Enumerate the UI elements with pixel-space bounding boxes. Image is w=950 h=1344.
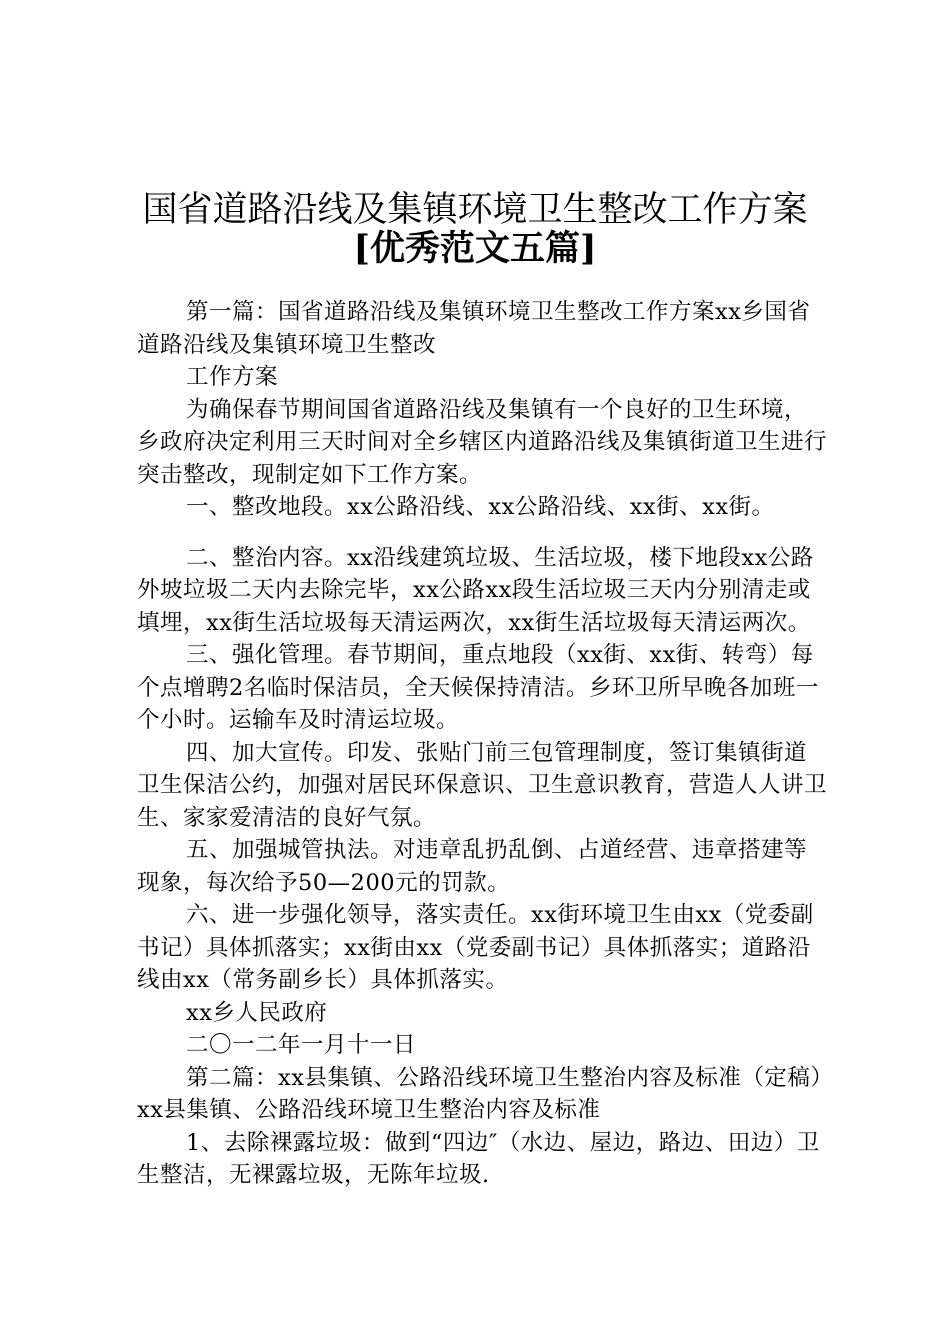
paragraph: 五、加强城管执法。对违章乱扔乱倒、占道经营、违章搭建等现象，每次给予50—200元的罚款。: [137, 837, 808, 896]
paragraph: 第一篇：国省道路沿线及集镇环境卫生整改工作方案xx乡国省道路沿线及集镇环境卫生整改: [137, 299, 811, 358]
paragraph: 一、整改地段。xx公路沿线、xx公路沿线、xx街、xx街。: [186, 494, 775, 520]
paragraph: 第二篇：xx县集镇、公路沿线环境卫生整治内容及标准（定稿）xx县集镇、公路沿线环境卫生整治内容及标准: [137, 1064, 823, 1123]
paragraph: 三、强化管理。春节期间，重点地段（xx街、xx街、转弯）每个点增聘2名临时保洁员，全天候保持清洁。乡环卫所早晚各加班一个小时。运输车及时清运垃圾。: [137, 642, 819, 733]
signature-date: 二〇一二年一月十一日: [186, 1032, 417, 1058]
paragraph: 1、去除裸露垃圾：做到“四边″（水边、屋边，路边、田边）卫生整洁，无裸露垃圾，无陈年垃圾.: [137, 1129, 820, 1188]
paragraph: 六、进一步强化领导，落实责任。xx街环境卫生由xx（党委副书记）具体抓落实；xx街由xx（党委副书记）具体抓落实；道路沿线由xx（常务副乡长）具体抓落实。: [137, 902, 814, 993]
paragraph: 四、加大宣传。印发、张贴门前三包管理制度，签订集镇街道卫生保洁公约，加强对居民环保意识、卫生意识教育，营造人人讲卫生、家家爱清洁的良好气氛。: [137, 739, 828, 831]
paragraph: 工作方案: [186, 364, 279, 390]
document-subtitle: [优秀范文五篇]: [353, 228, 597, 269]
signature-org: xx乡人民政府: [186, 999, 328, 1026]
document-title: 国省道路沿线及集镇环境卫生整改工作方案: [142, 190, 808, 230]
document-body: [137, 296, 827, 1192]
paragraph: 二、整治内容。xx沿线建筑垃圾、生活垃圾，楼下地段xx公路外坡垃圾二天内去除完毕，xx公路xx段生活垃圾三天内分别清走或填埋，xx街生活垃圾每天清运两次，xx街生活垃圾每天清运两次。: [137, 544, 814, 636]
paragraph: 为确保春节期间国省道路沿线及集镇有一个良好的卫生环境，乡政府决定利用三天时间对全乡辖区内道路沿线及集镇街道卫生进行突击整改，现制定如下工作方案。: [137, 396, 828, 488]
